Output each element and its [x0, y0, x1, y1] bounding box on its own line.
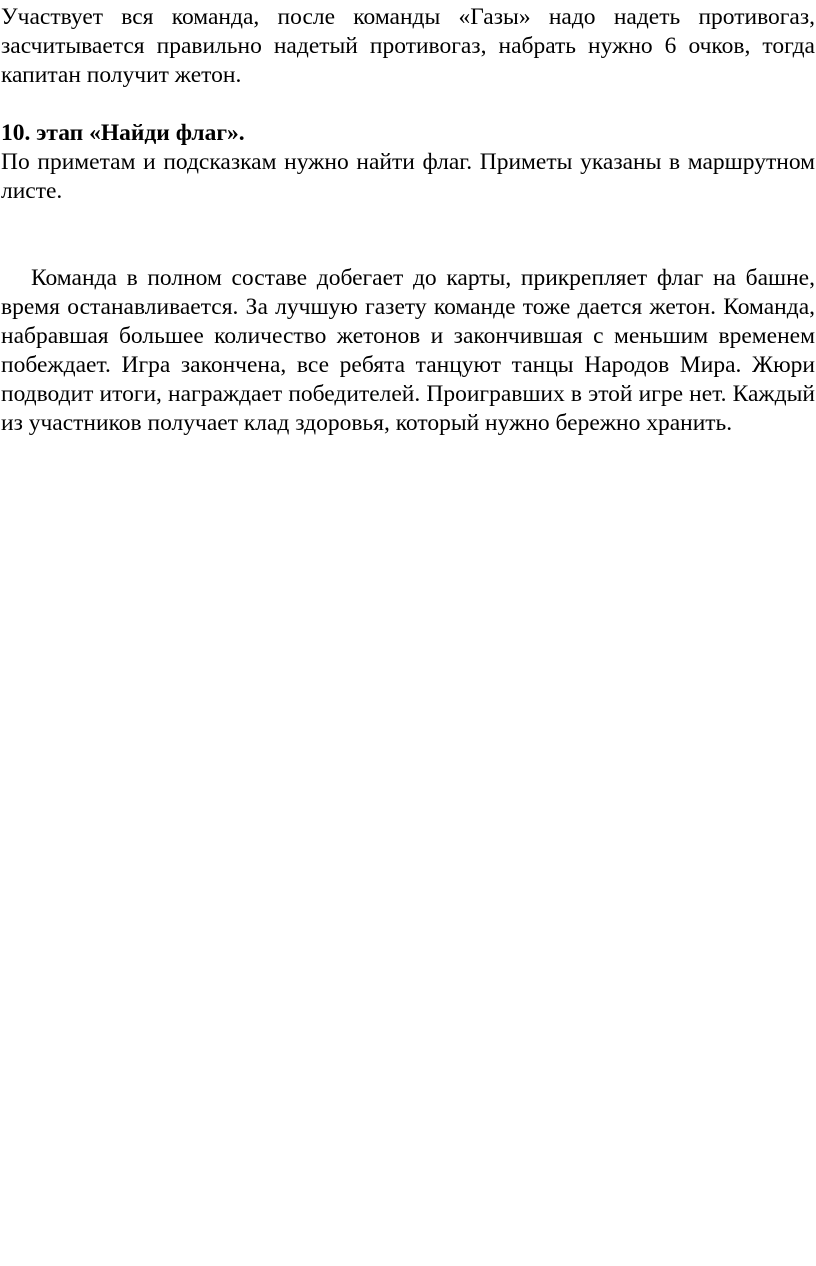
final-paragraph: Команда в полном составе добегает до карты, прикрепляет флаг на башне, время останавливается. За лучшую газету команде тоже дается жетон. Команда, набравшая большее количество жетонов и закончившая с меньшим временем побеждает. Игра закончена, все ребята танцуют танцы Народов Мира. Жюри подводит итоги, награждает победителей. Проигравших в этой игре нет. Каждый из участников получает клад здоровья, который нужно бережно хранить. [1, 265, 815, 436]
stage-heading: 10. этап «Найди флаг». [1, 120, 245, 146]
document-body [1, 3, 815, 438]
intro-paragraph: Участвует вся команда, после команды «Газы» надо надеть противогаз, засчитывается правильно надетый противогаз, набрать нужно 6 очков, тогда капитан получит жетон. [1, 4, 815, 88]
spacer [1, 206, 815, 264]
stage-paragraph: По приметам и подсказкам нужно найти флаг. Приметы указаны в маршрутном листе. [1, 149, 815, 204]
spacer [1, 90, 815, 119]
